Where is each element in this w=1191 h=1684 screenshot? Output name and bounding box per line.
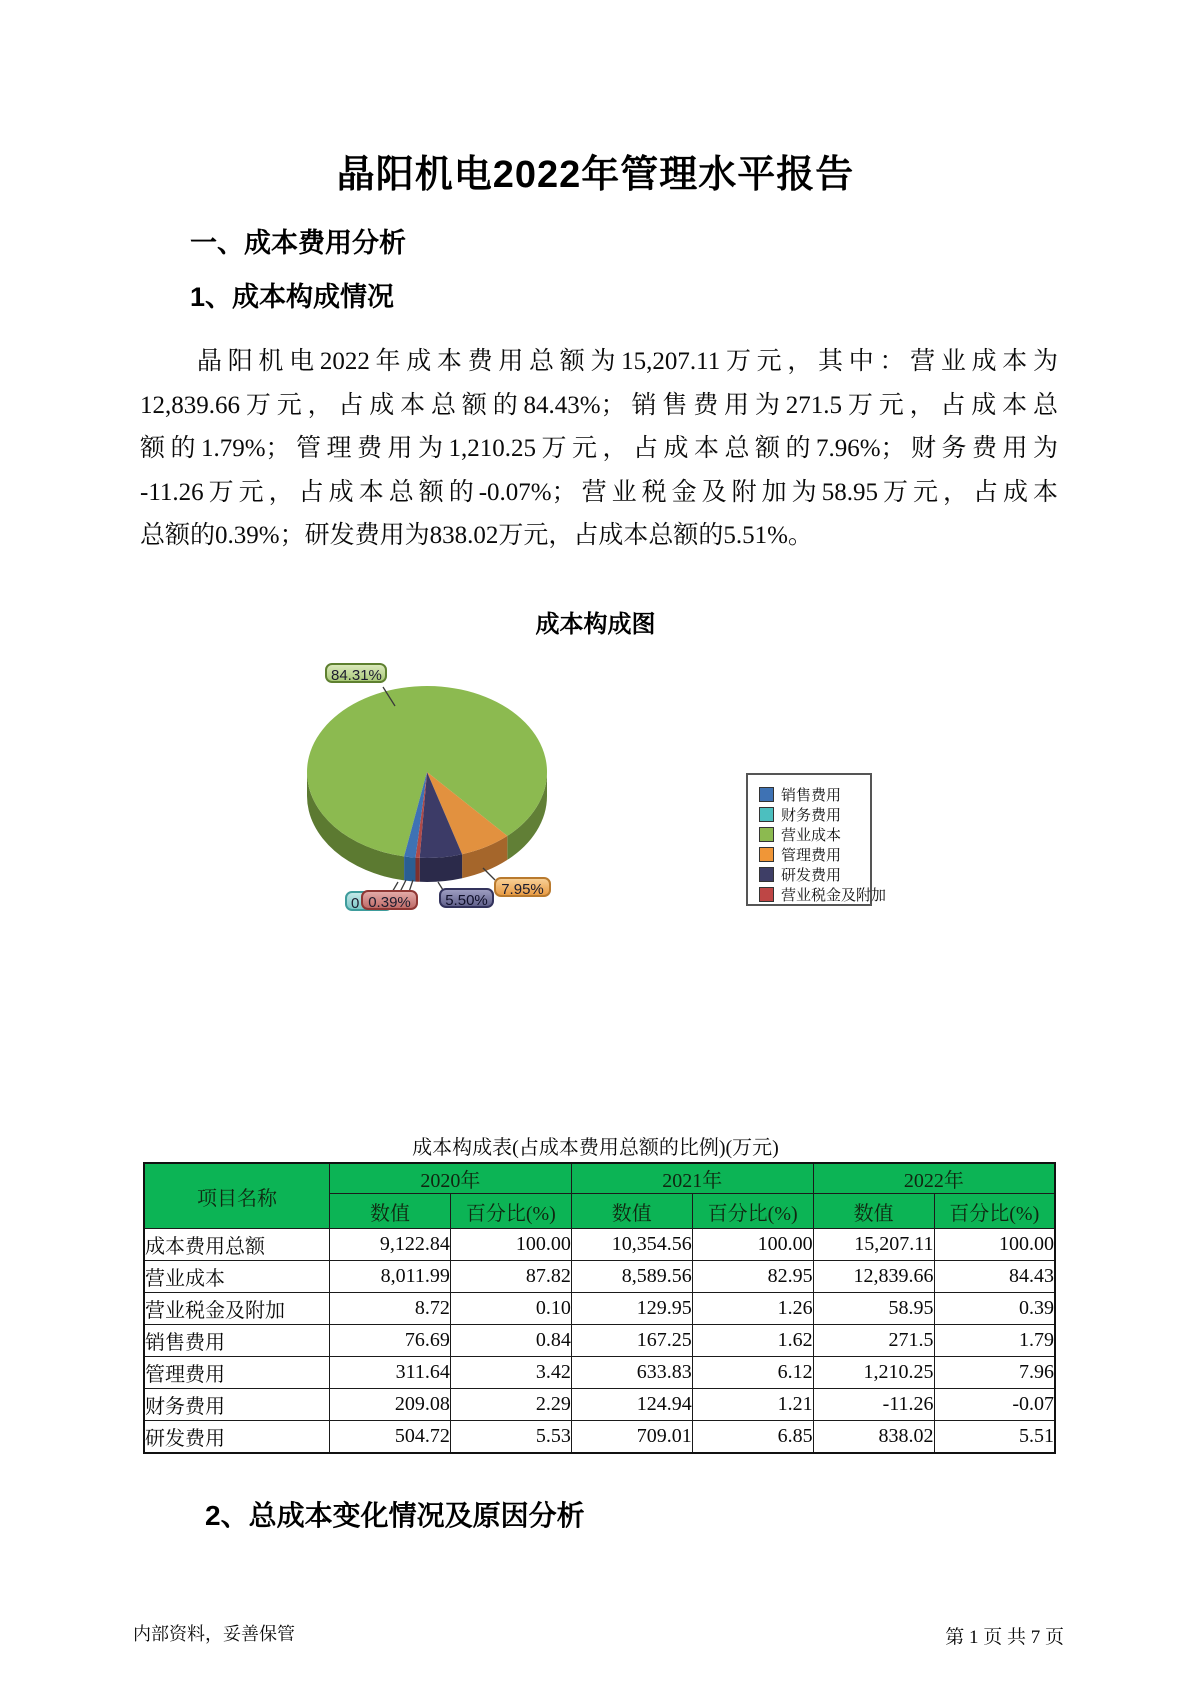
row-label: 管理费用: [144, 1357, 330, 1389]
table-row: [144, 1421, 1055, 1454]
table-cell: 6.12: [692, 1357, 813, 1389]
legend-swatch: [759, 787, 774, 802]
table-cell: 1.62: [692, 1325, 813, 1357]
table-title: 成本构成表(占成本费用总额的比例)(万元): [412, 1137, 779, 1159]
table-cell: 8,589.56: [571, 1261, 692, 1293]
row-label: 成本费用总额: [144, 1229, 330, 1261]
paragraph-line: -11.26万元，占成本总额的-0.07%；营业税金及附加为58.95万元，占成本: [140, 478, 1058, 506]
pie-wall-navy: [420, 854, 462, 882]
table-cell: 100.00: [934, 1229, 1055, 1261]
table-cell: 1.79: [934, 1325, 1055, 1357]
legend-item: [759, 844, 870, 864]
table-cell: 1.21: [692, 1389, 813, 1421]
legend-label: 销售费用: [781, 786, 842, 804]
table-cell: 10,354.56: [571, 1229, 692, 1261]
legend-swatch: [759, 847, 774, 862]
legend-label: 营业税金及附加: [781, 886, 887, 904]
table-cell: 2.29: [450, 1389, 571, 1421]
table-cell: -0.07: [934, 1389, 1055, 1421]
pie-label-admin-expense: 7.95%: [494, 877, 551, 897]
legend-label: 管理费用: [781, 846, 842, 864]
legend-swatch: [759, 807, 774, 822]
footer-page-number: 第 1 页 共 7 页: [945, 1627, 1064, 1648]
legend-label: 研发费用: [781, 866, 842, 884]
paragraph-line: 12,839.66万元，占成本总额的84.43%；销售费用为271.5万元，占成本总: [140, 391, 1058, 419]
table-cell: 9,122.84: [330, 1229, 451, 1261]
paragraph-line: 晶阳机电2022年成本费用总额为15,207.11万元，其中：营业成本为: [197, 348, 1058, 375]
table-cell: 12,839.66: [813, 1261, 934, 1293]
table-cell: 84.43: [934, 1261, 1055, 1293]
row-label: 销售费用: [144, 1325, 330, 1357]
legend-label: 营业成本: [781, 826, 842, 844]
legend-swatch: [759, 887, 774, 902]
table-cell: 8.72: [330, 1293, 451, 1325]
table-row: [144, 1389, 1055, 1421]
paragraph-line: 额的1.79%；管理费用为1,210.25万元，占成本总额的7.96%；财务费用为: [140, 435, 1058, 462]
row-label: 营业税金及附加: [144, 1293, 330, 1325]
table-cell: 1.26: [692, 1293, 813, 1325]
table-cell: 5.51: [934, 1421, 1055, 1454]
table-cell: 8,011.99: [330, 1261, 451, 1293]
table-cell: 0.39: [934, 1293, 1055, 1325]
pie-label-rd-expense: 5.50%: [439, 888, 494, 908]
table-cell: 5.53: [450, 1421, 571, 1454]
legend-item: [759, 804, 870, 824]
table-cell: 167.25: [571, 1325, 692, 1357]
table-cell: 311.64: [330, 1357, 451, 1389]
legend-swatch: [759, 867, 774, 882]
legend-item: [759, 824, 870, 844]
cost-composition-table: [143, 1162, 1056, 1454]
row-label: 财务费用: [144, 1389, 330, 1421]
table-cell: 124.94: [571, 1389, 692, 1421]
table-row: [144, 1325, 1055, 1357]
table-sub-header-percent: 百分比(%): [450, 1194, 571, 1229]
table-cell: 15,207.11: [813, 1229, 934, 1261]
table-cell: 100.00: [450, 1229, 571, 1261]
table-cell: 87.82: [450, 1261, 571, 1293]
table-cell: 100.00: [692, 1229, 813, 1261]
section-heading-total-cost-change: 2、总成本变化情况及原因分析: [205, 1500, 585, 1531]
table-cell: 76.69: [330, 1325, 451, 1357]
paragraph-line: 总额的0.39%；研发费用为838.02万元，占成本总额的5.51%。: [140, 522, 813, 549]
table-cell: 129.95: [571, 1293, 692, 1325]
table-corner-header: 项目名称: [144, 1163, 330, 1229]
table-cell: 7.96: [934, 1357, 1055, 1389]
table-row: [144, 1261, 1055, 1293]
table-cell: 0.84: [450, 1325, 571, 1357]
pie-wall-red: [416, 858, 420, 882]
table-row: [144, 1229, 1055, 1261]
row-label: 营业成本: [144, 1261, 330, 1293]
pie-wall-blue: [404, 856, 415, 881]
legend-label: 财务费用: [781, 806, 842, 824]
pie-label-operating-cost: 84.31%: [325, 663, 387, 683]
table-year-header: 2022年: [813, 1163, 1055, 1194]
table-cell: 709.01: [571, 1421, 692, 1454]
table-year-header: 2021年: [571, 1163, 813, 1194]
subsection-heading-cost-composition: 1、成本构成情况: [190, 282, 395, 312]
footer-confidential-note: 内部资料，妥善保管: [133, 1624, 295, 1644]
table-cell: 82.95: [692, 1261, 813, 1293]
table-cell: 271.5: [813, 1325, 934, 1357]
table-cell: 209.08: [330, 1389, 451, 1421]
page-title: 晶阳机电2022年管理水平报告: [336, 154, 855, 196]
chart-legend: [746, 773, 887, 906]
legend-item: [759, 884, 887, 904]
table-sub-header-percent: 百分比(%): [692, 1194, 813, 1229]
row-label: 研发费用: [144, 1421, 330, 1454]
table-cell: 6.85: [692, 1421, 813, 1454]
table-sub-header-value: 数值: [330, 1194, 451, 1229]
table-cell: 0.10: [450, 1293, 571, 1325]
table-cell: 633.83: [571, 1357, 692, 1389]
pie-label-tax-surcharge: 0.39%: [361, 890, 418, 910]
table-cell: 504.72: [330, 1421, 451, 1454]
chart-title: 成本构成图: [535, 611, 656, 638]
pie-label-finance-expense: 0: [345, 891, 393, 911]
table-sub-header-percent: 百分比(%): [934, 1194, 1055, 1229]
table-year-header: 2020年: [330, 1163, 572, 1194]
legend-item: [759, 864, 870, 884]
table-cell: 838.02: [813, 1421, 934, 1454]
table-sub-header-value: 数值: [571, 1194, 692, 1229]
table-sub-header-value: 数值: [813, 1194, 934, 1229]
table-cell: 58.95: [813, 1293, 934, 1325]
legend-item: [759, 784, 870, 804]
legend-swatch: [759, 827, 774, 842]
table-cell: 1,210.25: [813, 1357, 934, 1389]
table-row: [144, 1357, 1055, 1389]
table-row: [144, 1293, 1055, 1325]
table-cell: 3.42: [450, 1357, 571, 1389]
table-cell: -11.26: [813, 1389, 934, 1421]
section-heading-cost-analysis: 一、成本费用分析: [190, 228, 406, 258]
